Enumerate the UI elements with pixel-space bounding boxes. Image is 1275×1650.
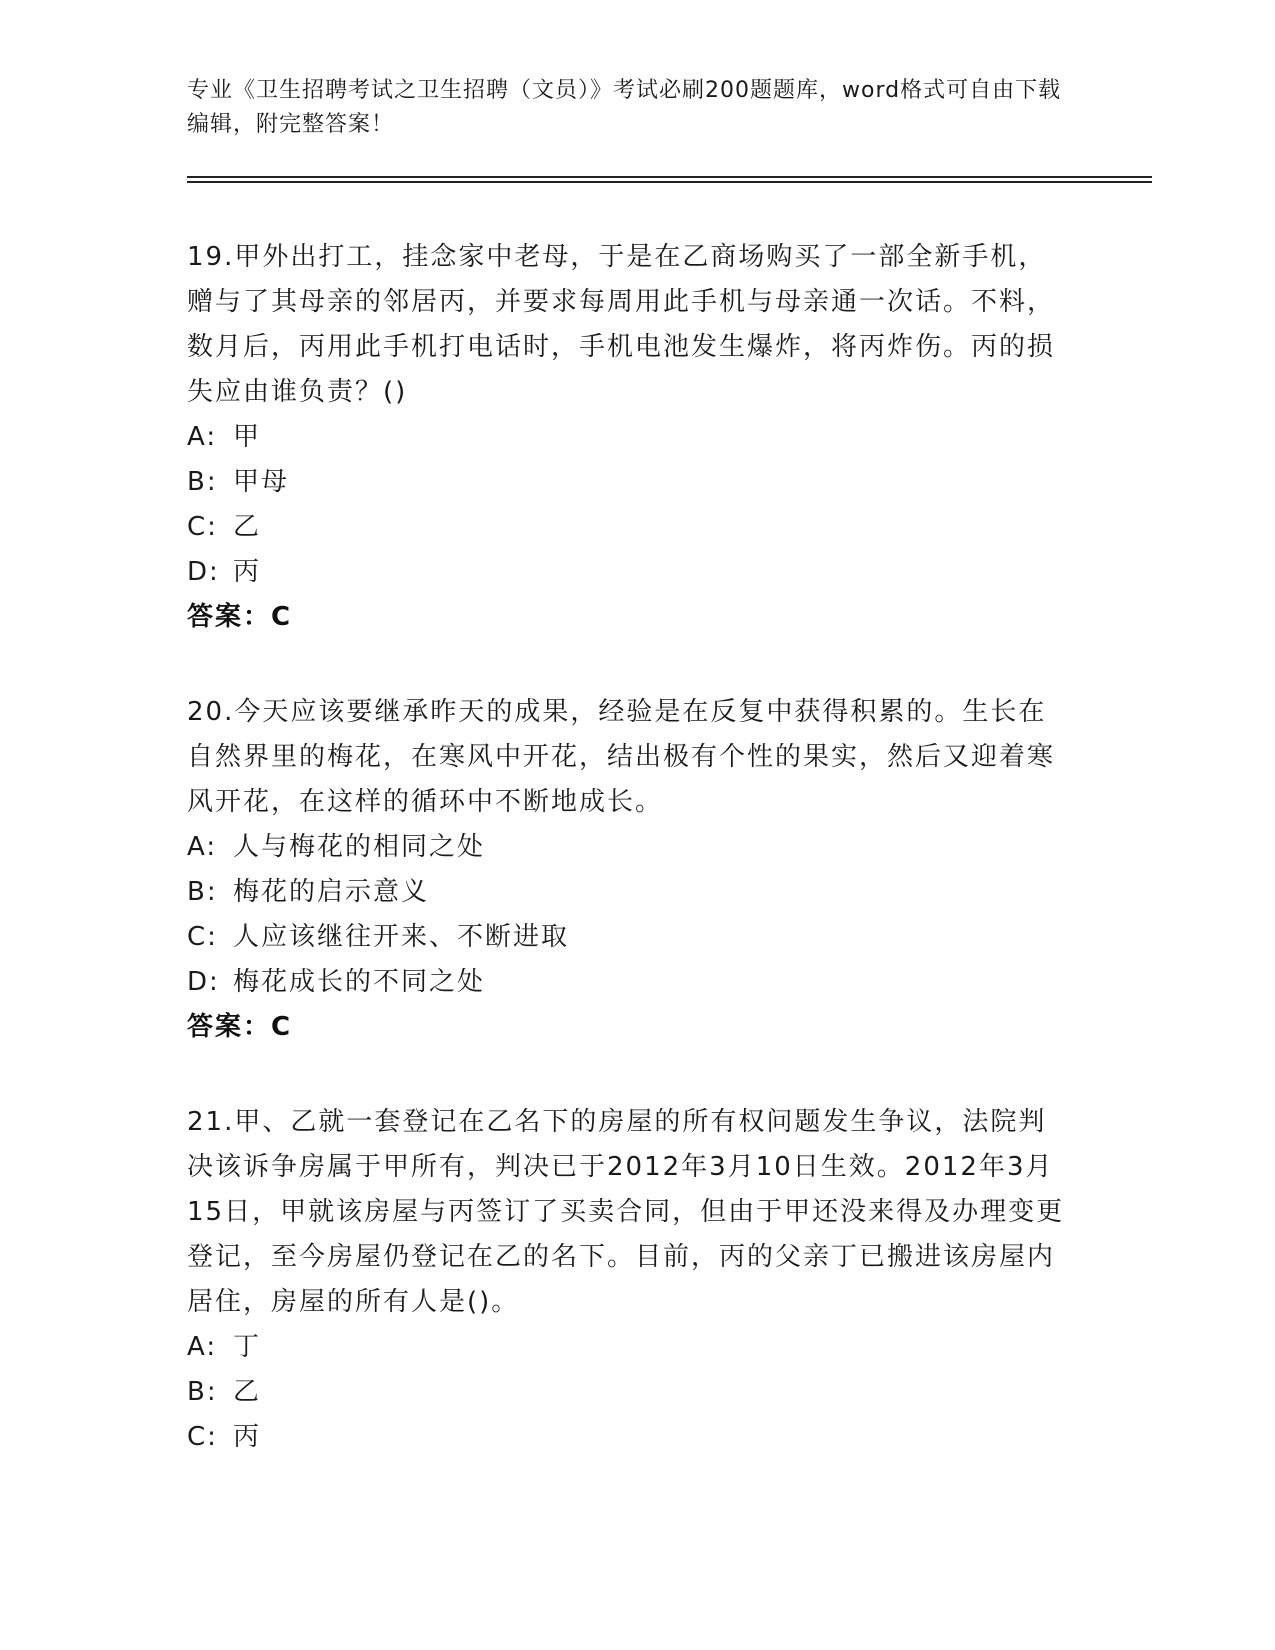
question-21 (187, 1100, 1067, 1460)
option-key: B: (187, 877, 218, 907)
header-divider (187, 176, 1152, 183)
option-key: A: (187, 832, 218, 862)
option-b (187, 460, 1067, 505)
option-text: 甲 (233, 422, 262, 452)
option-key: C: (187, 1422, 218, 1452)
option-key: B: (187, 467, 218, 497)
question-stem: 21.甲、乙就一套登记在乙名下的房屋的所有权问题发生争议，法院判决该诉争房属于甲所有，判决已于2012年3月10日生效。2012年3月15日，甲就该房屋与丙签订了买卖合同，但由于甲还没来得及办理变更登记，至今房屋仍登记在乙的名下。目前，丙的父亲丁已搬进该房屋内居住，房屋的所有人是()。 (187, 1107, 1065, 1317)
option-text: 丙 (233, 557, 262, 587)
option-text: 乙 (233, 512, 262, 542)
question-20 (187, 690, 1067, 1050)
answer-line: 答案：C (187, 1012, 293, 1042)
question-stem: 20.今天应该要继承昨天的成果，经验是在反复中获得积累的。生长在自然界里的梅花，在寒风中开花，结出极有个性的果实，然后又迎着寒风开花，在这样的循环中不断地成长。 (187, 697, 1056, 817)
option-d (187, 550, 1067, 595)
option-key: A: (187, 1332, 218, 1362)
question-19 (187, 235, 1067, 640)
option-a (187, 415, 1067, 460)
option-b (187, 870, 1067, 915)
option-key: B: (187, 1377, 218, 1407)
option-text: 丙 (233, 1422, 262, 1452)
option-key: A: (187, 422, 218, 452)
option-key: D: (187, 557, 220, 587)
option-c (187, 505, 1067, 550)
answer-line: 答案：C (187, 602, 293, 632)
option-d (187, 960, 1067, 1005)
option-key: C: (187, 922, 218, 952)
question-list (187, 235, 1067, 1510)
option-text: 梅花成长的不同之处 (233, 967, 486, 997)
option-text: 梅花的启示意义 (233, 877, 430, 907)
option-b (187, 1370, 1067, 1415)
option-a (187, 825, 1067, 870)
option-key: D: (187, 967, 220, 997)
document-header: 专业《卫生招聘考试之卫生招聘（文员）》考试必刷200题题库，word格式可自由下载编辑，附完整答案！ (187, 78, 1062, 137)
option-c (187, 915, 1067, 960)
question-stem: 19.甲外出打工，挂念家中老母，于是在乙商场购买了一部全新手机，赠与了其母亲的邻居丙，并要求每周用此手机与母亲通一次话。不料，数月后，丙用此手机打电话时，手机电池发生爆炸，将丙炸伤。丙的损失应由谁负责？() (187, 242, 1056, 407)
option-a (187, 1325, 1067, 1370)
option-text: 甲母 (233, 467, 290, 497)
option-key: C: (187, 512, 218, 542)
option-c (187, 1415, 1067, 1460)
option-text: 丁 (233, 1332, 262, 1362)
option-text: 人应该继往开来、不断进取 (233, 922, 570, 952)
option-text: 乙 (233, 1377, 262, 1407)
option-text: 人与梅花的相同之处 (233, 832, 486, 862)
